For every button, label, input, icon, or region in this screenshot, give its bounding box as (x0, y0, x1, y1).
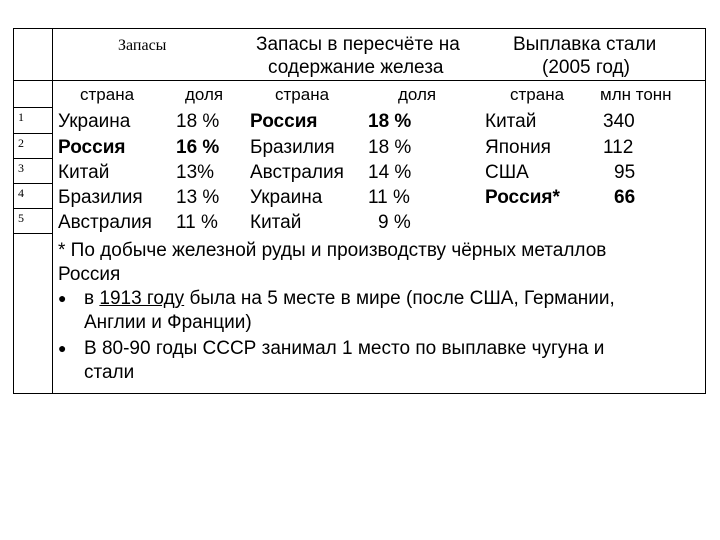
footnote-bullet (84, 288, 615, 310)
footnote-year: 1913 году (99, 288, 185, 309)
cell-share-2: 18 % (368, 137, 412, 158)
cell-value: 340 (603, 111, 635, 132)
footnote-text: Россия (58, 264, 121, 285)
cell-country: Австралия (58, 212, 152, 233)
cell-value: 95 (614, 162, 636, 183)
header-steel-output: Выплавка стали (513, 34, 657, 55)
cell-share: 18 % (176, 111, 220, 132)
cell-country-2: Украина (250, 187, 323, 208)
cell-country: Бразилия (58, 187, 143, 208)
row-divider (13, 183, 53, 184)
row-divider (13, 133, 53, 134)
cell-share-2: 9 % (378, 212, 411, 233)
row-divider (13, 107, 53, 108)
cell-country: Россия (58, 137, 126, 158)
subheader-share: доля (185, 85, 224, 104)
row-divider (13, 80, 706, 81)
cell-value: 66 (614, 187, 636, 208)
bullet-icon: ● (58, 290, 67, 306)
subheader-country: страна (80, 85, 135, 104)
cell-country-3: Китай (485, 111, 537, 132)
cell-share: 13% (176, 162, 215, 183)
bullet-icon: ● (58, 340, 67, 356)
cell-share-2: 18 % (368, 111, 412, 132)
header-steel-year: (2005 год) (542, 57, 630, 78)
row-divider (13, 208, 53, 209)
row-divider (13, 233, 53, 234)
row-number: 2 (18, 136, 24, 150)
row-number: 4 (18, 186, 24, 200)
footnote-bullet: В 80-90 годы СССР занимал 1 место по выплавке чугуна и (84, 338, 605, 359)
footnote-bullet-cont: стали (84, 362, 135, 383)
footnote-bullet-text: была на 5 месте в мире (после США, Германии, (184, 288, 615, 309)
cell-country: Китай (58, 162, 110, 183)
cell-share-2: 14 % (368, 162, 412, 183)
cell-country-3: Россия* (485, 187, 560, 208)
cell-country: Украина (58, 111, 131, 132)
cell-country-2: Россия (250, 111, 318, 132)
footnote-text: * По добыче железной руды и производству чёрных металлов (58, 240, 607, 261)
subheader-country-2: страна (275, 85, 330, 104)
header-iron-content: Запасы в пересчёте на (256, 34, 460, 55)
subheader-share-2: доля (398, 85, 437, 104)
cell-share: 13 % (176, 187, 220, 208)
column-divider (52, 28, 53, 394)
cell-country-3: Япония (485, 137, 551, 158)
row-number: 5 (18, 211, 24, 225)
cell-country-2: Китай (250, 212, 302, 233)
header-iron-content-2: содержание железа (268, 57, 444, 78)
cell-share-2: 11 % (368, 187, 410, 208)
subheader-country-3: страна (510, 85, 565, 104)
row-divider (13, 158, 53, 159)
footnote-bullet-text: в (84, 288, 100, 309)
cell-value: 112 (603, 137, 634, 158)
cell-share: 11 % (176, 212, 218, 233)
cell-share: 16 % (176, 137, 220, 158)
subheader-unit: млн тонн (600, 85, 672, 104)
row-number: 3 (18, 161, 24, 175)
header-reserves: Запасы (118, 37, 167, 54)
cell-country-3: США (485, 162, 529, 183)
footnote-bullet-cont: Англии и Франции) (84, 312, 252, 333)
row-number: 1 (18, 110, 24, 124)
cell-country-2: Австралия (250, 162, 344, 183)
cell-country-2: Бразилия (250, 137, 335, 158)
